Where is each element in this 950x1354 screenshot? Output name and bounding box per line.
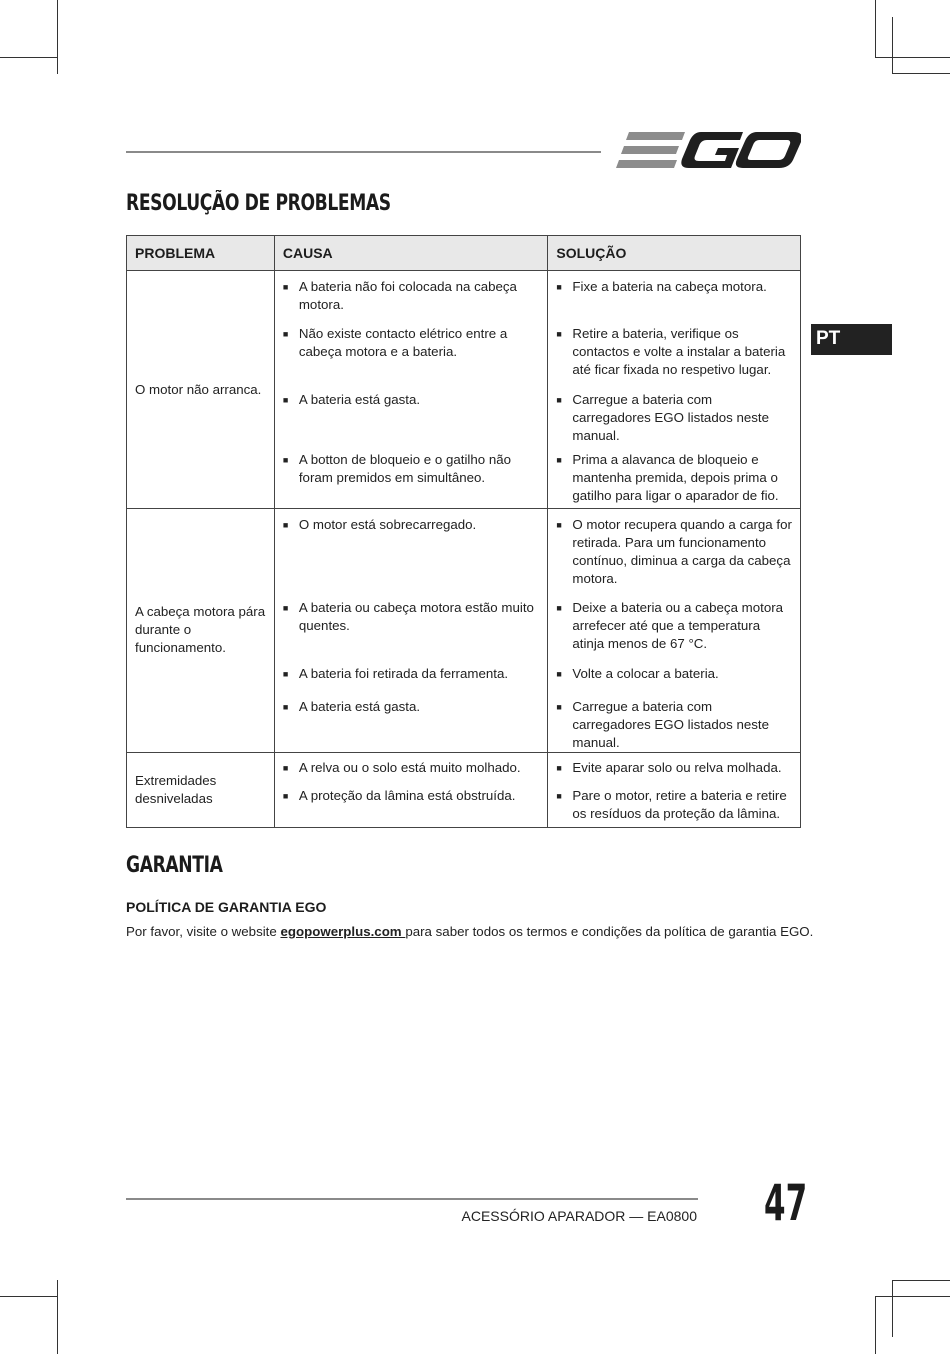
crop-mark [875, 0, 876, 58]
bullet-icon: ■ [556, 668, 562, 679]
cause-cell: ■ A bateria está gasta. [274, 385, 548, 445]
crop-mark [875, 1296, 876, 1354]
problem-cell: A cabeça motora pára durante o funcionamento. [127, 509, 275, 753]
warranty-link[interactable]: egopowerplus.com [280, 924, 406, 939]
bullet-icon: ■ [556, 520, 562, 530]
solution-cell: ■ Evite aparar solo ou relva molhada. [548, 752, 801, 781]
cause-cell: ■ A bateria está gasta. [274, 692, 548, 753]
bullet-icon: ■ [282, 520, 289, 530]
solution-cell: ■ Prima a alavanca de bloqueio e mantenha premida, depois prima o gatilho para ligar o aparador de fio. [548, 445, 801, 509]
bullet-icon: ■ [282, 282, 289, 292]
problem-cell: O motor não arranca. [127, 271, 275, 509]
crop-mark [892, 73, 950, 74]
cause-cell: ■ A bateria ou cabeça motora estão muito quentes. [274, 593, 548, 659]
cause-cell: ■ A relva ou o solo está muito molhado. [274, 752, 548, 781]
bullet-icon: ■ [556, 394, 562, 405]
header-rule [126, 151, 601, 153]
cause-cell: ■ A botton de bloqueio e o gatilho não foram premidos em simultâneo. [274, 445, 548, 509]
problem-cell: Extremidades desniveladas [127, 752, 275, 827]
crop-mark [875, 1296, 950, 1297]
crop-mark [57, 1280, 58, 1354]
cause-cell: ■ A bateria não foi colocada na cabeça motora. [274, 271, 548, 319]
page-number: 47 [764, 1174, 808, 1232]
crop-mark [0, 57, 58, 58]
bullet-icon: ■ [556, 602, 562, 613]
warranty-subtitle: POLÍTICA DE GARANTIA EGO [126, 899, 327, 915]
bullet-icon: ■ [282, 454, 289, 465]
bullet-icon: ■ [556, 282, 562, 292]
table-row [127, 271, 801, 319]
crop-mark [57, 0, 58, 74]
bullet-icon: ■ [556, 328, 562, 339]
footer-product: ACESSÓRIO APARADOR — EA0800 [461, 1208, 697, 1224]
bullet-icon: ■ [282, 668, 289, 679]
solution-cell: ■ Volte a colocar a bateria. [548, 659, 801, 692]
bullet-icon: ■ [282, 602, 289, 613]
crop-mark [875, 57, 950, 58]
troubleshooting-title: RESOLUÇÃO DE PROBLEMAS [126, 191, 391, 216]
troubleshooting-table [126, 235, 801, 828]
solution-cell: ■ Retire a bateria, verifique os contactos e volte a instalar a bateria até ficar fixada no respetivo lugar. [548, 319, 801, 385]
header-problem: PROBLEMA [127, 236, 275, 271]
bullet-icon: ■ [556, 454, 562, 465]
solution-cell: ■ Fixe a bateria na cabeça motora. [548, 271, 801, 319]
bullet-icon: ■ [282, 701, 289, 712]
bullet-icon: ■ [556, 701, 562, 712]
crop-mark [892, 1280, 893, 1337]
cause-cell: ■ A proteção da lâmina está obstruída. [274, 781, 548, 827]
bullet-icon: ■ [282, 394, 289, 405]
bullet-icon: ■ [282, 791, 289, 801]
solution-cell: ■ Deixe a bateria ou a cabeça motora arrefecer até que a temperatura atinja menos de 67 °C. [548, 593, 801, 659]
table-header-row [127, 236, 801, 271]
header-solution: SOLUÇÃO [548, 236, 801, 271]
solution-cell: ■ O motor recupera quando a carga for retirada. Para um funcionamento contínuo, diminua a carga da cabeça motora. [548, 509, 801, 593]
language-tab: PT [811, 324, 892, 355]
warranty-text [126, 924, 813, 939]
crop-mark [892, 17, 893, 74]
warranty-text-before: Por favor, visite o website [126, 924, 281, 939]
warranty-text-after: para saber todos os termos e condições da política de garantia EGO. [405, 924, 814, 939]
crop-mark [892, 1280, 950, 1281]
solution-cell: ■ Carregue a bateria com carregadores EGO listados neste manual. [548, 692, 801, 753]
cause-cell: ■ Não existe contacto elétrico entre a cabeça motora e a bateria. [274, 319, 548, 385]
crop-mark [0, 1296, 58, 1297]
warranty-title: GARANTIA [126, 853, 223, 878]
bullet-icon: ■ [282, 762, 289, 773]
bullet-icon: ■ [282, 328, 289, 339]
bullet-icon: ■ [556, 791, 562, 801]
table-row [127, 752, 801, 781]
bullet-icon: ■ [556, 762, 562, 773]
cause-cell: ■ A bateria foi retirada da ferramenta. [274, 659, 548, 692]
header-cause: CAUSA [274, 236, 548, 271]
cause-cell: ■ O motor está sobrecarregado. [274, 509, 548, 593]
solution-cell: ■ Carregue a bateria com carregadores EGO listados neste manual. [548, 385, 801, 445]
table-row [127, 509, 801, 593]
ego-logo [615, 128, 801, 172]
footer-rule [126, 1198, 698, 1200]
solution-cell: ■ Pare o motor, retire a bateria e retire os resíduos da proteção da lâmina. [548, 781, 801, 827]
